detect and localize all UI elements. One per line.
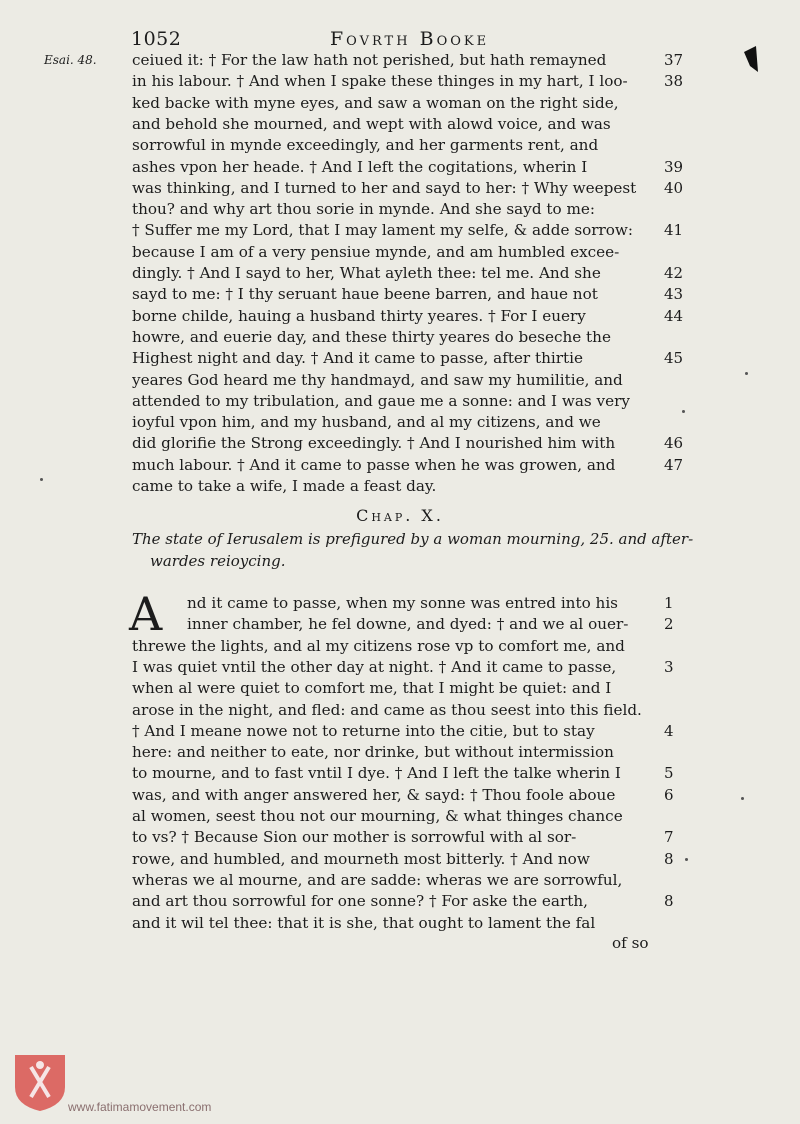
footer-url: www.fatimamovement.com	[68, 1100, 212, 1114]
verse-number: 5	[664, 764, 674, 783]
verse-number: 41	[664, 221, 684, 240]
text-line: arose in the night, and fled: and came as thou seest into this field.	[132, 700, 642, 719]
text-line: † And I meane nowe not to returne into the citie, but to stay	[132, 721, 595, 740]
text-line: because I am of a very pensiue mynde, and am humbled excee-	[132, 242, 620, 261]
running-title: Fovrth Booke	[330, 28, 490, 50]
verse-number: 45	[664, 349, 684, 368]
verse-number: 8	[664, 892, 674, 911]
ink-speck	[40, 478, 43, 481]
text-line: and art thou sorrowful for one sonne? † For aske the earth,	[132, 892, 588, 911]
ink-speck	[745, 372, 748, 375]
verse-number: 38	[664, 72, 684, 91]
ink-speck	[741, 797, 744, 800]
text-line: ceiued it: † For the law hath not perished, but hath remayned	[132, 51, 607, 69]
text-line: dingly. † And I sayd to her, What ayleth thee: tel me. And she	[132, 264, 601, 282]
verse-number: 46	[664, 434, 684, 453]
text-line: attended to my tribulation, and gaue me a sonne: and I was very	[132, 391, 630, 410]
verse-number: 7	[664, 828, 674, 847]
text-line: was, and with anger answered her, & sayd: † Thou foole aboue	[132, 785, 616, 804]
text-line: yeares God heard me thy handmayd, and saw my humilitie, and	[132, 370, 623, 389]
verse-number: 6	[664, 785, 674, 804]
verse-number: 47	[664, 455, 684, 474]
text-line: much labour. † And it came to passe when he was growen, and	[132, 455, 616, 474]
page-number: 1052	[131, 28, 182, 50]
text-line: thou? and why art thou sorie in mynde. And she sayd to me:	[132, 200, 595, 219]
text-line: came to take a wife, I made a feast day.	[132, 477, 437, 495]
text-line: ioyful vpon him, and my husband, and al my citizens, and we	[132, 413, 601, 432]
text-line: rowe, and humbled, and mourneth most bitterly. † And now	[132, 849, 590, 868]
verse-number: 4	[664, 721, 674, 740]
verse-number: 2	[664, 615, 674, 634]
shield-logo-icon	[13, 1053, 67, 1113]
verse-number: 43	[664, 285, 684, 304]
text-line: to vs? † Because Sion our mother is sorrowful with al sor-	[132, 828, 577, 847]
text-line: ked backe with myne eyes, and saw a woman on the right side,	[132, 93, 619, 112]
text-line: was thinking, and I turned to her and sayd to her: † Why weepest	[132, 178, 637, 197]
text-line: I was quiet vntil the other day at night. † And it came to passe,	[132, 657, 617, 676]
verse-number: 8	[664, 849, 674, 868]
verse-number: 44	[664, 306, 684, 325]
text-line: howre, and euerie day, and these thirty yeares do beseche the	[132, 327, 611, 346]
drop-cap: A	[129, 587, 163, 641]
margin-reference: Esai. 48.	[44, 53, 97, 67]
ink-speck	[682, 410, 685, 413]
verse-number: 40	[664, 178, 684, 197]
text-line: sayd to me: † I thy seruant haue beene barren, and haue not	[132, 285, 598, 304]
text-line: inner chamber, he fel downe, and dyed: † and we al ouer-	[187, 615, 629, 634]
catchword: of so	[612, 934, 649, 952]
text-line: sorrowful in mynde exceedingly, and her garments rent, and	[132, 136, 599, 155]
text-line: † Suffer me my Lord, that I may lament my selfe, & adde sorrow:	[132, 221, 634, 240]
page-edge-mark	[742, 44, 760, 74]
text-line: to mourne, and to fast vntil I dye. † And I left the talke wherin I	[132, 764, 621, 783]
text-line: threwe the lights, and al my citizens rose vp to comfort me, and	[132, 636, 625, 655]
text-line: when al were quiet to comfort me, that I might be quiet: and I	[132, 679, 612, 698]
text-line: in his labour. † And when I spake these thinges in my hart, I loo-	[132, 72, 628, 91]
text-line: wheras we al mourne, and are sadde: wheras we are sorrowful,	[132, 870, 623, 889]
chapter-title: Chap. X.	[356, 506, 444, 525]
text-line: nd it came to passe, when my sonne was entred into his	[187, 594, 618, 612]
text-line: borne childe, hauing a husband thirty yeares. † For I euery	[132, 306, 586, 325]
text-line: Highest night and day. † And it came to passe, after thirtie	[132, 349, 583, 368]
chapter-summary-line-2: wardes reioycing.	[150, 552, 286, 570]
text-line: and behold she mourned, and wept with alowd voice, and was	[132, 114, 611, 133]
text-line: ashes vpon her heade. † And I left the cogitations, wherin I	[132, 157, 588, 176]
text-line: and it wil tel thee: that it is she, that ought to lament the fal	[132, 913, 596, 932]
ink-speck	[685, 858, 688, 861]
verse-number: 3	[664, 657, 674, 676]
chapter-summary-line-1: The state of Ierusalem is prefigured by a woman mourning, 25. and after-	[132, 530, 694, 548]
text-line: did glorifie the Strong exceedingly. † And I nourished him with	[132, 434, 616, 453]
verse-number: 42	[664, 264, 684, 282]
text-line: here: and neither to eate, nor drinke, but without intermission	[132, 743, 614, 762]
verse-number: 1	[664, 594, 674, 612]
verse-number: 39	[664, 157, 684, 176]
verse-number: 37	[664, 51, 684, 69]
text-line: al women, seest thou not our mourning, & what thinges chance	[132, 807, 623, 825]
